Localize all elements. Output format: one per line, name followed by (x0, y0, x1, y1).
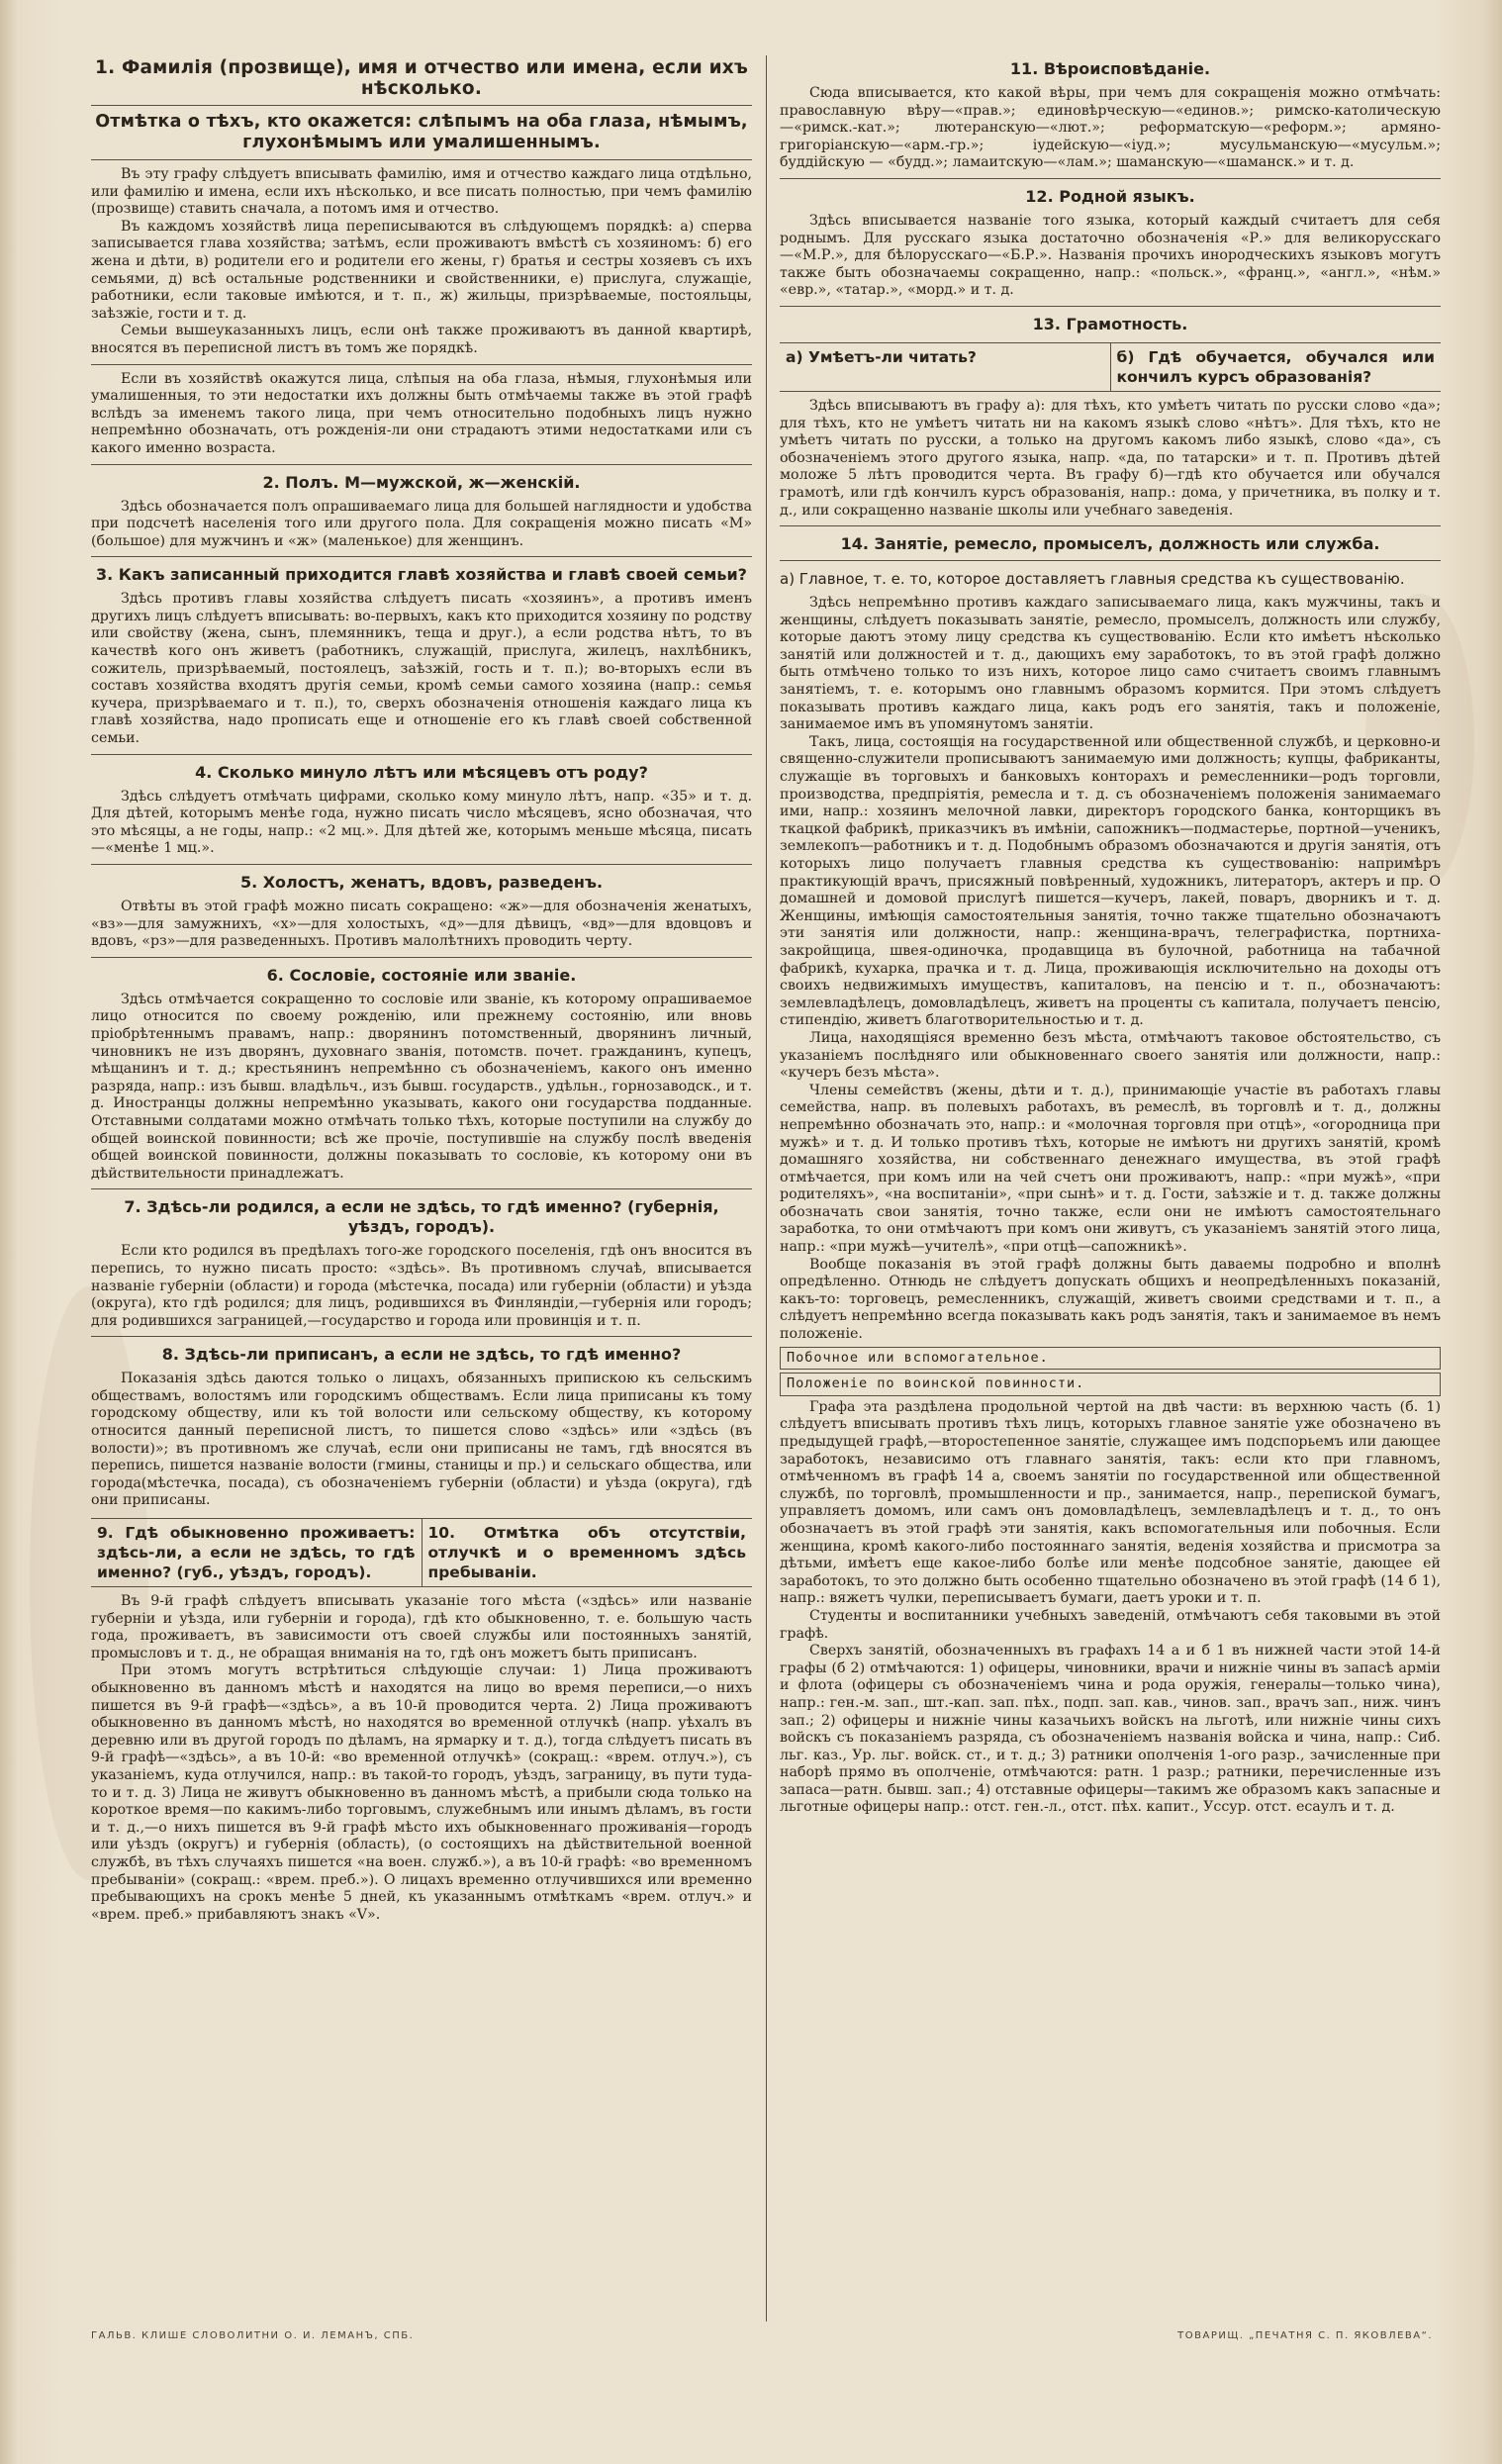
section-3-title: 3. Какъ записанный приходится главѣ хозяйства и главѣ своей семьи? (96, 565, 747, 585)
paragraph: Сюда вписывается, кто какой вѣры, при чемъ для сокращенія можно отмѣчать: православную вѣру—«прав.»; единовѣрческую—«единов.»; римско-католическую—«римск.-кат.»; лютеранскую—«лют.»; реформатскую—«реформ.»; армяно-григоріанскую—«арм.-гр.»; іудейскую—«іуд.»; мусульманскую—«мусульм.»; буддійскую — «будд.»; ламаитскую—«лам.»; шаманскую—«шаманск.» и т. д. (780, 85, 1441, 171)
section-13b-title: б) Гдѣ обучается, обучался или кончилъ курсъ образованія? (1116, 347, 1435, 386)
paragraph: Здѣсь вписываютъ въ графу а): для тѣхъ, кто умѣетъ читать по русски слово «да»; для тѣхъ, кто не умѣетъ читать ни на какомъ языкѣ слово «нѣтъ». Для тѣхъ, кто не умѣетъ читать по русски, а только на другомъ какомъ либо языкѣ, слово «да», съ обозначеніемъ этого другого языка, напр. «да, по татарски» и т. п. Противъ дѣтей моложе 5 лѣтъ проводится черта. Въ графу б)—гдѣ кто обучается или обучался грамотѣ, или гдѣ кончилъ курсъ образованія, напр.: дома, у причетника, въ полку и т. д., или сокращенно названіе школы или учебнаго заведенія. (780, 397, 1441, 519)
paragraph: Вообще показанія въ этой графѣ должны быть даваемы подробно и вполнѣ опредѣленно. Отнюдь не слѣдуетъ допускать общихъ и неопредѣленныхъ показаній, какъ-то: торговецъ, ремесленникъ, служащій, живетъ своими средствами и т. п., а слѣдуетъ непремѣнно всегда показывать какъ родъ занятія, такъ и занимаемое въ немъ положеніе. (780, 1256, 1441, 1343)
section-1-subtitle: Отмѣтка о тѣхъ, кто окажется: слѣпымъ на оба глаза, нѣмымъ, глухонѣмымъ или умалишеннымъ. (95, 112, 748, 152)
divider (780, 560, 1441, 561)
divider (780, 306, 1441, 307)
paragraph: Показанія здѣсь даются только о лицахъ, обязанныхъ припискою къ сельскимъ обществамъ, волостямъ или городскимъ обществамъ. Если лица приписаны къ тому городскому обществу, или къ той волости или сельскому обществу, къ которому относится данный переписной листъ, то пишется слово «здѣсь» или «здѣсь (въ волости)»; въ противномъ же случаѣ, если они приписаны не тамъ, гдѣ вносятся въ перепись, пишется названіе волости (гмины, станицы и пр.) и сельскаго общества, или города(мѣстечка, посада), съ обозначеніемъ губерніи (области) и уѣзда (округа), гдѣ они приписаны. (91, 1371, 752, 1509)
paragraph: Здѣсь противъ главы хозяйства слѣдуетъ писать «хозяинъ», а противъ именъ другихъ лицъ слѣдуетъ вписывать: во-первыхъ, какъ кто приходится хозяину по родству или свойству (жена, сынъ, племянникъ, теща и друг.), а если родства нѣтъ, то въ качествѣ кого онъ живетъ (работникъ, служащій, прислуга, жилецъ, нахлѣбникъ, сожитель, призрѣваемый, постоялецъ, заѣзжій, гость и т. п.); во-вторыхъ если въ составъ хозяйства входятъ другія семьи, кромѣ семьи самого хозяина (напр.: семья кучера, призрѣваемаго и т. п.), то, сверхъ обозначенія отношенія каждаго лица къ главѣ хозяйства, надо прописать еще и отношеніе его къ главѣ своей собственной семьи. (91, 591, 752, 747)
section-5-title: 5. Холостъ, женатъ, вдовъ, разведенъ. (239, 873, 604, 892)
section-12-title: 12. Родной языкъ. (1025, 186, 1195, 206)
section-7-title: 7. Здѣсь-ли родился, а если не здѣсь, то гдѣ именно? (губернія, уѣздъ, городъ). (124, 1197, 719, 1237)
paragraph: Студенты и воспитанники учебныхъ заведеній, отмѣчаютъ себя таковыми въ этой графѣ. (780, 1607, 1441, 1642)
divider (91, 754, 752, 755)
divider (91, 364, 752, 365)
section-13-header (780, 342, 1441, 392)
paragraph: Если въ хозяйствѣ окажутся лица, слѣпыя на оба глаза, нѣмыя, глухонѣмыя или умалишенныя, то эти недостатки ихъ должны быть отмѣчаемы также въ этой графѣ вслѣдъ за именемъ такого лица, при чемъ относительно подобныхъ лицъ нужно непремѣнно обозначать, отъ рожденія-ли они страдаютъ этими недостатками или съ какого именно возраста. (91, 370, 752, 456)
paragraph: Члены семействъ (жены, дѣти и т. д.), принимающіе участіе въ работахъ главы семейства, напр. въ полевыхъ работахъ, въ ремеслѣ, въ торговлѣ и т. д., должны непремѣнно обозначать это, напр.: и «молочная торговля при отцѣ», «огородница при мужѣ» и т. д. И только противъ тѣхъ, которые не имѣютъ ни другихъ занятій, кромѣ домашняго хозяйства, ни собственнаго денежнаго имущества, въ этой графѣ отмѣчается, при комъ или на чей счетъ они проживаютъ, напр.: «при мужѣ», «при родителяхъ», «на воспитаніи», «при сынѣ» и т. д. Гости, заѣзжіе и т. д. также должны обозначать свои занятія, точно также, если они не имѣютъ самостоятельнаго заработка, то они отмѣчаютъ при комъ они живутъ, съ указаніемъ занятій этого лица, напр.: «при мужѣ—учителѣ», «при отцѣ—сапожникѣ». (780, 1082, 1441, 1256)
divider (91, 864, 752, 865)
footer-right: ТОВАРИЩ. „ПЕЧАТНЯ С. П. ЯКОВЛЕВА“. (1177, 2330, 1433, 2341)
paragraph: Такъ, лица, состоящія на государственной или общественной службѣ, и церковно-и священно-служители прописываютъ занимаемую ими должность; купцы, фабриканты, служащіе въ торговыхъ и банковыхъ конторахъ и ремесленники—родъ торговли, производства, предпріятія, ремесла и т. д. съ обозначеніемъ положенія занимаемаго ими, напр.: хозяинъ мелочной лавки, директоръ городского банка, конторщикъ въ ткацкой фабрикѣ, приказчикъ въ имѣніи, сапожникъ—подмастерье, портной—ученикъ, землекопъ—работникъ и т. д. Подобнымъ образомъ обозначаются и другія занятія, отъ которыхъ лицо получаетъ главныя средства къ существованію: напримѣръ практикующій врачъ, присяжный повѣренный, художникъ, литераторъ, актеръ и пр. О домашней и домовой прислугѣ пишется—кучеръ, лакей, поваръ, дворникъ и т. д. Женщины, имѣющія самостоятельныя занятія, точно также тщательно обозначаютъ эти занятія или должности, напр.: женщина-врачъ, телеграфистка, портниха-закройщица, швея-одиночка, продавщица въ булочной, работница на табачной фабрикѣ, кухарка, прачка и т. д. Лица, проживающія исключительно на доходы отъ своихъ недвижимыхъ имуществъ, капиталовъ, на пенсію и т. п., обозначаютъ: землевладѣлецъ, домовладѣлецъ, живетъ на проценты съ капитала, получаетъ пенсію, стипендію, живетъ благотворительностью и т. д. (780, 733, 1441, 1029)
paragraph: Въ 9-й графѣ слѣдуетъ вписывать указаніе того мѣста («здѣсь» или названіе губерніи и уѣзда, или губерніи и города), гдѣ кто обыкновенно, т. е. большую часть года, проживаетъ, въ зависимости отъ своей службы или постоянныхъ занятій, промысловъ и т. д., не обращая вниманія на то, гдѣ онъ можетъ быть приписанъ. (91, 1593, 752, 1661)
left-column (91, 51, 752, 1924)
divider (780, 525, 1441, 526)
section-14-title: 14. Занятіе, ремесло, промыселъ, должность или служба. (840, 534, 1380, 554)
section-8-title: 8. Здѣсь-ли приписанъ, а если не здѣсь, то гдѣ именно? (161, 1345, 682, 1365)
paragraph: Графа эта раздѣлена продольной чертой на двѣ части: въ верхнюю часть (б. 1) слѣдуетъ вписывать противъ тѣхъ лицъ, которыхъ главное занятіе уже обозначено въ предыдущей графѣ,—второстепенное занятіе, служащее имъ подспорьемъ или дающее заработокъ, независимо отъ главнаго занятія, такъ: если кто при главномъ, отмѣченномъ въ графѣ 14 а, своемъ занятіи по государственной или общественной службѣ, по торговлѣ, промышленности и пр., занимается, напр., перепиской бумагъ, управляетъ домомъ, или самъ онъ домовладѣлецъ, землевладѣлецъ и т. д., то онъ обозначаетъ въ этой графѣ эти занятія, какъ вспомогательныя или побочныя. Если женщина, кромѣ какого-либо постояннаго занятія, веденія хозяйства и присмотра за дѣтьми, имѣетъ еще какое-либо болѣе или менѣе подсобное занятіе, дающее ей заработокъ, то это должно быть особенно тщательно обозначено въ этой графѣ (14 б 1), напр.: вяжетъ чулки, переписываетъ бумаги, даетъ уроки и т. п. (780, 1398, 1441, 1607)
section-4-title: 4. Сколько минуло лѣтъ или мѣсяцевъ отъ роду? (195, 762, 648, 782)
section-13-title: 13. Грамотность. (1032, 314, 1188, 333)
section-14a-title: а) Главное, т. е. то, которое доставляетъ главныя средства къ существованію. (780, 570, 1405, 589)
section-11-title: 11. Вѣроисповѣданіе. (1009, 59, 1211, 78)
section-14b2-box: Положеніе по воинской повинности. (780, 1373, 1441, 1396)
column-rule (766, 55, 767, 2322)
sections-9-10-header (91, 1518, 752, 1587)
section-2-title: 2. Полъ. М—мужской, ж—женскій. (262, 472, 581, 492)
paragraph: Здѣсь слѣдуетъ отмѣчать цифрами, сколько кому минуло лѣтъ, напр. «35» и т. д. Для дѣтей, которымъ менѣе года, нужно писать число мѣсяцевъ, ясно обозначая, что это мѣсяцы, а не годы, напр.: «2 мц.». Для дѣтей же, которымъ меньше мѣсяца, писать—«менѣе 1 мц.». (91, 788, 752, 857)
paragraph: Лица, находящіяся временно безъ мѣста, отмѣчаютъ таковое обстоятельство, съ указаніемъ послѣдняго или обыкновеннаго своего занятія или должности, напр.: «кучеръ безъ мѣста». (780, 1029, 1441, 1082)
paragraph: Если кто родился въ предѣлахъ того-же городского поселенія, гдѣ онъ вносится въ перепись, то нужно писать просто: «здѣсь». Въ противномъ случаѣ, вписывается названіе губерніи (области) и города (мѣстечка, посада) или губерніи (области) и уѣзда (округа), кто гдѣ родился; для лицъ, родившихся въ Финляндіи,—губернія или городъ; для родившихся заграницей,—государство и города или провинція и т. п. (91, 1243, 752, 1329)
footer-left: ГАЛЬВ. КЛИШЕ СЛОВОЛИТНИ О. И. ЛЕМАНЪ, СПБ. (91, 2330, 415, 2341)
divider (780, 178, 1441, 179)
divider (91, 105, 752, 106)
divider (91, 1188, 752, 1189)
paragraph: Сверхъ занятій, обозначенныхъ въ графахъ 14 а и б 1 въ нижней части этой 14-й графы (б 2) отмѣчаются: 1) офицеры, чиновники, врачи и нижніе чины въ запасѣ арміи и флота (офицеры съ обозначеніемъ чина и рода оружія, генералы—только чина), напр.: ген.-м. зап., шт.-кап. зап. пѣх., подп. зап. кав., чинов. зап., врачъ зап., ниж. чинъ зап.; 2) офицеры и нижніе чины казачьихъ войскъ на льготѣ, или нижніе чины сихъ войскъ съ показаніемъ разряда, съ обозначеніемъ названія войска и чина, напр.: Сиб. льг. каз., Ур. льг. войск. ст., и т. д.; 3) ратники ополченія 1-ого разр., зачисленные при наборѣ прямо въ ополченіе, отмѣчаются: ратн. 1 разр.; ратники, перечисленные изъ запаса—ратн. бывш. зап.; 4) отставные офицеры—такимъ же образомъ какъ запасные и льготные офицеры напр.: отст. ген.-л., отст. пѣх. капит., Уссур. отст. есаулъ и т. д. (780, 1643, 1441, 1816)
section-1-title: 1. Фамилія (прозвище), имя и отчество или имена, если ихъ нѣсколько. (95, 57, 748, 99)
paragraph: Въ каждомъ хозяйствѣ лица переписываются въ слѣдующемъ порядкѣ: а) сперва записывается глава хозяйства; затѣмъ, если проживаютъ вмѣстѣ съ хозяиномъ: б) его жена и дѣти, в) родители его и родители его жены, г) братья и сестры хозяевъ съ ихъ семьями, д) всѣ остальные родственники и свойственники, е) прислуга, служащіе, работники, если таковые имѣются, и т. п., ж) жильцы, призрѣваемые, постояльцы, заѣзжіе, гости и т. д. (91, 218, 752, 322)
paragraph: При этомъ могутъ встрѣтиться слѣдующіе случаи: 1) Лица проживаютъ обыкновенно въ данномъ мѣстѣ и находятся на лицо во время переписи,—о нихъ пишется въ 9-й графѣ—«здѣсь», а въ 10-й проводится черта. 2) Лица проживаютъ обыкновенно въ данномъ мѣстѣ, но находятся во временной отлучкѣ (напр. уѣхалъ въ деревню или въ другой городъ по дѣламъ, на ярмарку и т. д.), тогда слѣдуетъ писать въ 9-й графѣ—«здѣсь», а въ 10-й: «во временной отлучкѣ» (сокращ.: «врем. отлуч.»), съ указаніемъ, куда отлучился, напр.: въ такой-то городъ, уѣздъ, заграницу, въ пути туда-то и т. д. 3) Лица не живутъ обыкновенно въ данномъ мѣстѣ, а прибыли сюда только на короткое время—по какимъ-либо торговымъ, служебнымъ или инымъ дѣламъ, въ гости и т. д.,—о нихъ пишется въ 9-й графѣ мѣсто ихъ обыкновеннаго проживанія—городъ или уѣздъ (округъ) и губернія (область), (о состоящихъ на дѣйствительной военной службѣ, въ тѣхъ случаяхъ пишется «на воен. служб.»), а въ 10-й графѣ: «во временномъ пребываніи» (сокращ.: «врем. преб.»). О лицахъ временно отлучившихся или временно пребывающихъ на срокъ менѣе 5 дней, къ указаннымъ отмѣткамъ «врем. отлуч.» и «врем. преб.» прибавляютъ знакъ «V». (91, 1662, 752, 1923)
section-14b1-box: Побочное или вспомогательное. (780, 1347, 1441, 1371)
section-6-title: 6. Сословіе, состояніе или званіе. (266, 965, 577, 985)
section-9-title: 9. Гдѣ обыкновенно проживаетъ: здѣсь-ли, а если не здѣсь, то гдѣ именно? (губ., уѣздъ, городъ). (91, 1519, 422, 1586)
divider (91, 1336, 752, 1337)
paragraph: Здѣсь непремѣнно противъ каждаго записываемаго лица, какъ мужчины, такъ и женщины, слѣдуетъ показывать занятіе, ремесло, промыселъ, должность или службу, которые даютъ этому лицу средства къ существованію. Если кто имѣетъ нѣсколько занятій или должностей и т. д., дающихъ ему заработокъ, то въ этой графѣ должно быть отмѣчено только то изъ нихъ, которое лицо само считаетъ своимъ главнымъ занятіемъ, т. е. которымъ оно главнымъ образомъ кормится. При этомъ слѣдуетъ показывать противъ каждаго лица, какъ родъ его занятія, такъ и положеніе, занимаемое имъ въ упомянутомъ занятіи. (780, 595, 1441, 733)
divider (91, 957, 752, 958)
divider (91, 556, 752, 557)
paragraph: Въ эту графу слѣдуетъ вписывать фамилію, имя и отчество каждаго лица отдѣльно, или фамилію и имена, если ихъ нѣсколько, и все писать полностью, при чемъ фамилію (прозвище) ставить сначала, а потомъ имя и отчество. (91, 166, 752, 218)
section-13a-title: а) Умѣетъ-ли читать? (780, 343, 1111, 391)
paragraph: Здѣсь отмѣчается сокращенно то сословіе или званіе, къ которому опрашиваемое лицо относится по своему рожденію, или прежнему состоянію, или вновь пріобрѣтеннымъ правамъ, напр.: дворянинъ потомственный, дворянинъ личный, чиновникъ не изъ дворянъ, духовнаго званія, потомств. почет. гражданинъ, купецъ, мѣщанинъ и т. д.; крестьянинъ непремѣнно съ обозначеніемъ, какого онъ именно разряда, напр.: изъ бывш. владѣльч., изъ бывш. государств., удѣльн., горнозаводск., и т. д. Иностранцы должны непремѣнно указывать, какого они государства подданные. Отставными солдатами можно отмѣчать только тѣхъ, которые поступили на службу до общей воинской повинности; всѣ же прочіе, поступившіе на службу послѣ введенія общей воинской повинности, должны показывать то сословіе, къ которому они въ дѣйствительности принадлежатъ. (91, 991, 752, 1182)
paragraph: Семьи вышеуказанныхъ лицъ, если онѣ также проживаютъ въ данной квартирѣ, вносятся въ переписной листъ въ томъ же порядкѣ. (91, 323, 752, 356)
right-column (780, 51, 1441, 1817)
divider (91, 159, 752, 160)
paragraph: Здѣсь вписывается названіе того языка, который каждый считаетъ для себя роднымъ. Для русскаго языка достаточно обозначенія «Р.» для великорусскаго—«М.Р.», для бѣлорусскаго—«Б.Р.». Названія прочихъ инородческихъ языковъ могутъ также быть обозначаемы сокращенно, напр.: «польск.», «франц.», «англ.», «нѣм.» «евр.», «татар.», «морд.» и т. д. (780, 212, 1441, 299)
divider (91, 464, 752, 465)
section-10-title: 10. Отмѣтка объ отсутствіи, отлучкѣ и о временномъ здѣсь пребываніи. (427, 1524, 746, 1582)
paragraph: Здѣсь обозначается полъ опрашиваемаго лица для большей наглядности и удобства при подсчетѣ населенія того или другого пола. Для сокращенія можно писать «М» (большое) для мужчинъ и «ж» (маленькое) для женщинъ. (91, 498, 752, 549)
paragraph: Отвѣты въ этой графѣ можно писать сокращено: «ж»—для обозначенія женатыхъ, «вз»—для замужнихъ, «х»—для холостыхъ, «д»—для дѣвицъ, «вд»—для вдовцовъ и вдовъ, «рз»—для разведенныхъ. Противъ малолѣтнихъ проводить черту. (91, 899, 752, 950)
